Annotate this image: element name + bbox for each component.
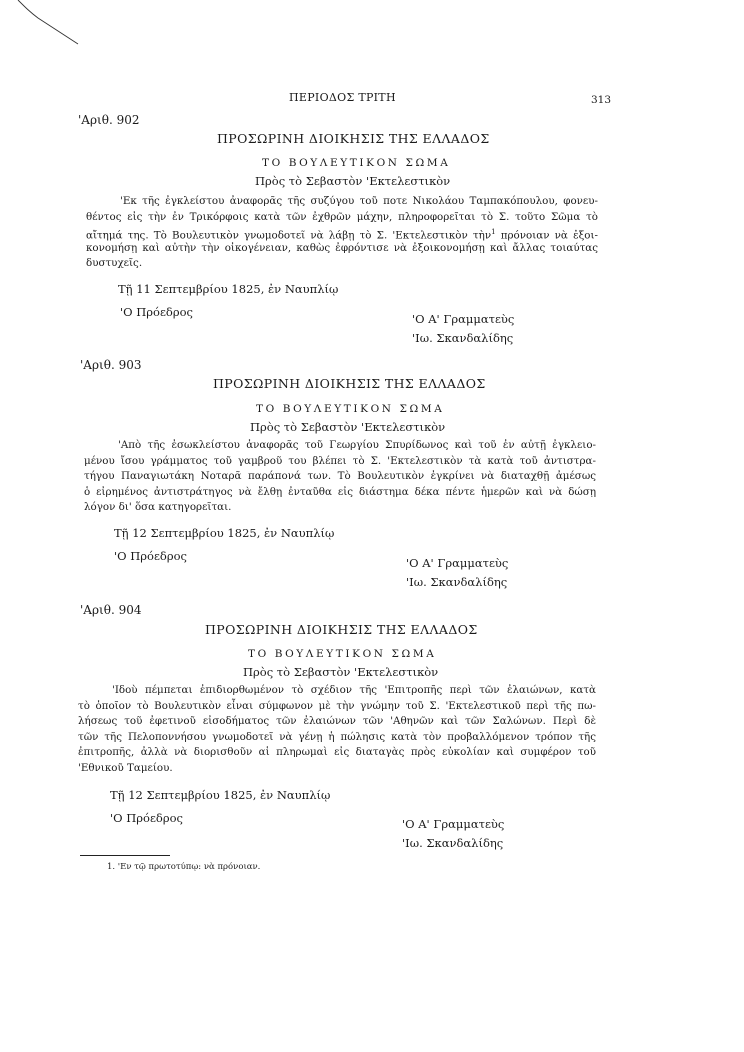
date-line: Τῇ 11 Σεπτεμβρίου 1825, ἐν Ναυπλίῳ: [118, 282, 339, 296]
paragraph-line: κονομήσῃ καὶ αὐτὴν τὴν οἰκογένειαν, καθὼς ἐφρόντισε νὰ ἐξοικονομήσῃ καὶ ἄλλας τοιαύτας: [86, 241, 598, 254]
date-line: Τῇ 12 Σεπτεμβρίου 1825, ἐν Ναυπλίῳ: [114, 526, 335, 540]
paragraph-line: λόγον δι' ὅσα κατηγορεῖται.: [84, 501, 232, 514]
paragraph-line: ὁ εἰρημένος ἀντιστράτηγος νὰ ἔλθῃ ἐνταῦθα εἰς διάστημα δέκα πέντε ἡμερῶν καὶ νὰ δώσῃ: [84, 485, 596, 498]
document-paragraph: [86, 194, 598, 272]
paragraph-line: θέντος εἰς τὴν ἐν Τρικόρφοις κατὰ τῶν ἐχθρῶν μάχην, πληροφορεῖται τὸ Σ. τοῦτο Σῶμα τὸ: [86, 210, 598, 223]
addressee: Πρὸς τὸ Σεβαστὸν 'Εκτελεστικὸν: [243, 665, 439, 679]
paragraph-line: 'Εθνικοῦ Ταμείου.: [78, 761, 173, 774]
president-signature: 'Ο Πρόεδρος: [110, 811, 183, 825]
paragraph-line: 'Ιδοὺ πέμπεται ἐπιδιορθωμένον τὸ σχέδιον τῆς 'Επιτροπῆς περὶ τῶν ἐλαιώνων, κατὰ: [112, 684, 596, 696]
secretary-title: 'Ο Α' Γραμματεὺς: [412, 312, 515, 326]
government-title: ΠΡΟΣΩΡΙΝΗ ΔΙΟΙΚΗΣΙΣ ΤΗΣ ΕΛΛΑΔΟΣ: [217, 131, 490, 146]
paragraph-line: 'Απὸ τῆς ἐσωκλείστου ἀναφορᾶς τοῦ Γεωργίου Σπυρίδωνος καὶ τοῦ ἐν αὐτῇ ἐγκλειο-: [118, 439, 596, 451]
secretary-title: 'Ο Α' Γραμματεὺς: [406, 556, 509, 570]
document-number: 'Αριθ. 903: [80, 358, 142, 372]
paragraph-line: τὸ ὁποῖον τὸ Βουλευτικὸν εἶναι σύμφωνον μὲ τὴν γνώμην τοῦ Σ. 'Εκτελεστικοῦ περὶ τῆς πω-: [78, 699, 596, 712]
paragraph-line: μένου ἴσου γράμματος τοῦ γαμβροῦ του βλέπει τὸ Σ. 'Εκτελεστικὸν τὰ κατὰ τοῦ ἀντιστρα-: [84, 454, 596, 467]
paragraph-line: δυστυχεῖς.: [86, 257, 143, 270]
body-title: ΤΟ ΒΟΥΛΕΥΤΙΚΟΝ ΣΩΜΑ: [248, 648, 437, 660]
page-number: 313: [591, 94, 612, 106]
body-title: ΤΟ ΒΟΥΛΕΥΤΙΚΟΝ ΣΩΜΑ: [262, 157, 451, 169]
paragraph-line: λήσεως τοῦ ἐφετινοῦ εἰσοδήματος τῶν ἐλαιώνων τῶν 'Αθηνῶν καὶ τῶν Σαλώνων. Περὶ δὲ: [78, 715, 596, 728]
body-title: ΤΟ ΒΟΥΛΕΥΤΙΚΟΝ ΣΩΜΑ: [256, 403, 445, 415]
footnote: 1. 'Εν τῷ πρωτοτύπῳ: νὰ πρόνοιαν.: [107, 862, 261, 872]
secretary-name: 'Ιω. Σκανδαλίδης: [402, 836, 504, 850]
paragraph-line: ἐπιτροπῆς, ἀλλὰ νὰ διορισθοῦν αἱ πληρωμαὶ εἰς διαταγὰς πρὸς εὐκολίαν καὶ συμφέρον τοῦ: [78, 746, 596, 759]
government-title: ΠΡΟΣΩΡΙΝΗ ΔΙΟΙΚΗΣΙΣ ΤΗΣ ΕΛΛΑΔΟΣ: [205, 622, 478, 637]
secretary-title: 'Ο Α' Γραμματεὺς: [402, 817, 505, 831]
document-paragraph: [78, 683, 596, 777]
footnote-marker: 1: [491, 228, 496, 237]
document-number: 'Αριθ. 902: [78, 113, 140, 127]
paragraph-line: 'Εκ τῆς ἐγκλείστου ἀναφορᾶς τῆς συζύγου τοῦ ποτε Νικολάου Ταμπακόπουλου, φονευ-: [120, 195, 598, 207]
paragraph-line: τῶν τῆς Πελοποννήσου γνωμοδοτεῖ νὰ γένῃ ἡ πώλησις κατὰ τὸν προβαλλόμενον τρόπον τῆς: [78, 730, 596, 743]
paragraph-line: τήγου Παναγιωτάκη Νοταρᾶ παράπονά των. Τὸ Βουλευτικὸν ἐγκρίνει νὰ διαταχθῇ ἀμέσως: [84, 470, 596, 483]
addressee: Πρὸς τὸ Σεβαστὸν 'Εκτελεστικὸν: [255, 174, 451, 188]
document-paragraph: [84, 438, 596, 516]
footnote-rule: [80, 855, 170, 856]
date-line: Τῇ 12 Σεπτεμβρίου 1825, ἐν Ναυπλίῳ: [110, 788, 331, 802]
government-title: ΠΡΟΣΩΡΙΝΗ ΔΙΟΙΚΗΣΙΣ ΤΗΣ ΕΛΛΑΔΟΣ: [213, 376, 486, 391]
scan-corner-line: [0, 0, 90, 50]
secretary-name: 'Ιω. Σκανδαλίδης: [406, 575, 508, 589]
president-signature: 'Ο Πρόεδρος: [120, 305, 193, 319]
running-head: ΠΕΡΙΟΔΟΣ ΤΡΙΤΗ: [289, 91, 396, 104]
secretary-name: 'Ιω. Σκανδαλίδης: [412, 331, 514, 345]
president-signature: 'Ο Πρόεδρος: [114, 549, 187, 563]
paragraph-line: αἴτημά της. Τὸ Βουλευτικὸν γνωμοδοτεῖ νὰ λάβῃ τὸ Σ. 'Εκτελεστικὸν τὴν$^1$ πρόνοιαν νὰ ἐξοι-: [86, 228, 598, 242]
addressee: Πρὸς τὸ Σεβαστὸν 'Εκτελεστικὸν: [250, 420, 446, 434]
document-number: 'Αριθ. 904: [80, 603, 142, 617]
